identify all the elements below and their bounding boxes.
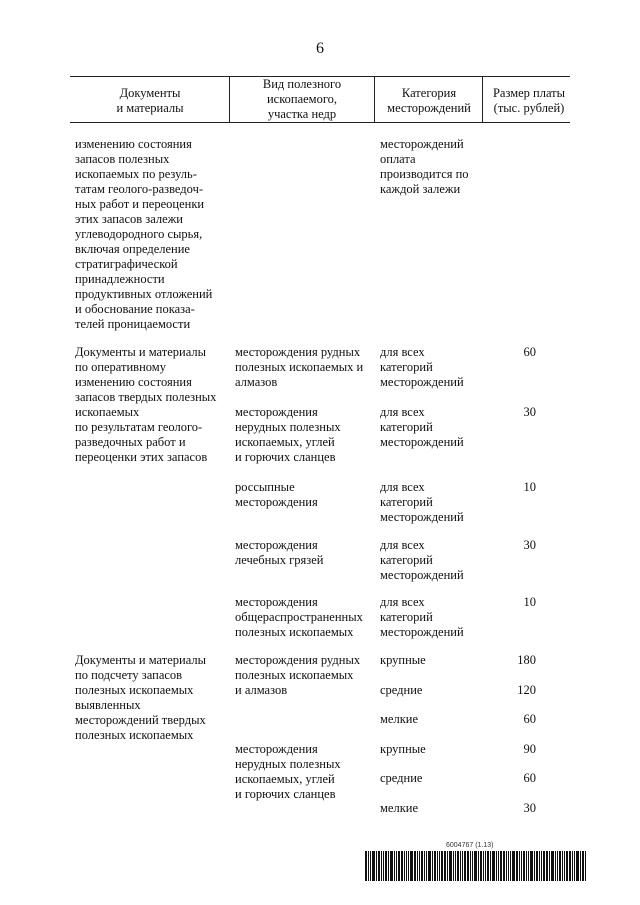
barcode-bar bbox=[546, 851, 548, 881]
barcode-bar bbox=[449, 851, 452, 881]
header-divider bbox=[229, 76, 230, 122]
barcode-bar bbox=[408, 851, 409, 881]
row-mineral-type: месторождения общераспространенных полезных ископаемых bbox=[235, 595, 363, 639]
barcode-bar bbox=[549, 851, 550, 881]
barcode-bar bbox=[541, 851, 542, 881]
barcode-bar bbox=[490, 851, 491, 881]
barcode-bar bbox=[566, 851, 568, 881]
row-category: для всех категорий месторождений bbox=[380, 538, 464, 582]
barcode-bar bbox=[559, 851, 561, 881]
barcode-bar bbox=[441, 851, 443, 881]
barcode-bar bbox=[526, 851, 527, 881]
barcode-bar bbox=[457, 851, 459, 881]
barcode-bar bbox=[555, 851, 556, 881]
barcode-bar bbox=[519, 851, 520, 881]
row-category: мелкие bbox=[380, 801, 419, 815]
barcode-bar bbox=[474, 851, 477, 881]
row-mineral-type: месторождения нерудных полезных ископаемых, углей и горючих сланцев bbox=[235, 405, 341, 464]
barcode-bar bbox=[539, 851, 540, 881]
barcode-bar bbox=[464, 851, 466, 881]
barcode-bar bbox=[498, 851, 499, 881]
row-fee: 60 bbox=[523, 771, 536, 785]
barcode-bar bbox=[398, 851, 400, 881]
barcode-bar bbox=[394, 851, 395, 881]
row-fee: 10 bbox=[523, 480, 536, 494]
barcode-bar bbox=[534, 851, 535, 881]
row-fee: 90 bbox=[523, 742, 536, 756]
barcode-bar bbox=[378, 851, 380, 881]
header-fee: Размер платы (тыс. рублей) bbox=[492, 86, 566, 115]
row-documents: Документы и материалы по подсчету запасов полезных ископаемых выявленных месторождений твердых полезных ископаемых bbox=[75, 653, 206, 742]
barcode-bar bbox=[404, 851, 405, 881]
row-category: для всех категорий месторождений bbox=[380, 345, 464, 389]
row-category: для всех категорий месторождений bbox=[380, 405, 464, 449]
barcode-bar bbox=[585, 851, 586, 881]
barcode-bar bbox=[478, 851, 479, 881]
barcode-bar bbox=[472, 851, 473, 881]
row-documents: изменению состояния запасов полезных ископаемых по резуль- татам геолого-разведоч- ных работ и переоценки этих запасов залежи углеводородного сырья, включая определение стратиграфической принадлежности продуктивных отложений и обоснование показа- телей проницаемости bbox=[75, 137, 213, 331]
barcode-bar bbox=[516, 851, 518, 881]
barcode-bar bbox=[485, 851, 486, 881]
barcode-bar bbox=[492, 851, 495, 881]
barcode-bar bbox=[385, 851, 387, 881]
barcode-bar bbox=[523, 851, 525, 881]
barcode-bar bbox=[401, 851, 403, 881]
barcode-bar bbox=[396, 851, 397, 881]
header-mineral-type: Вид полезного ископаемого, участка недр bbox=[262, 77, 342, 121]
barcode-bar bbox=[576, 851, 579, 881]
barcode-bar bbox=[521, 851, 522, 881]
barcode-bar bbox=[557, 851, 558, 881]
barcode-bar bbox=[462, 851, 463, 881]
barcode-bar bbox=[480, 851, 482, 881]
barcode-bar bbox=[447, 851, 448, 881]
barcode-image bbox=[365, 851, 590, 881]
barcode-bar bbox=[453, 851, 454, 881]
barcode-bar bbox=[444, 851, 446, 881]
row-category: крупные bbox=[380, 742, 426, 756]
row-fee: 30 bbox=[523, 538, 536, 552]
barcode-bar bbox=[510, 851, 511, 881]
barcode-bar bbox=[390, 851, 393, 881]
row-fee: 30 bbox=[523, 801, 536, 815]
row-category: для всех категорий месторождений bbox=[380, 480, 464, 524]
barcode-bar bbox=[543, 851, 545, 881]
row-fee: 10 bbox=[523, 595, 536, 609]
row-fee: 180 bbox=[517, 653, 536, 667]
barcode-bar bbox=[434, 851, 436, 881]
barcode-bar bbox=[432, 851, 433, 881]
barcode-bar bbox=[421, 851, 423, 881]
table-header-rule bbox=[70, 122, 570, 123]
barcode-bar bbox=[424, 851, 425, 881]
barcode-bar bbox=[569, 851, 571, 881]
barcode-bar bbox=[580, 851, 581, 881]
row-category: крупные bbox=[380, 653, 426, 667]
barcode-bar bbox=[562, 851, 563, 881]
barcode-number: 6004767 (1.13) bbox=[446, 842, 494, 849]
barcode-bar bbox=[572, 851, 573, 881]
barcode-bar bbox=[376, 851, 377, 881]
barcode-bar bbox=[460, 851, 461, 881]
barcode-bar bbox=[467, 851, 469, 881]
row-documents: Документы и материалы по оперативному изменению состояния запасов твердых полезных ископаемых по результатам геолого- разведочных работ и переоценки этих запасов bbox=[75, 345, 217, 464]
barcode-bar bbox=[574, 851, 575, 881]
barcode-bar bbox=[582, 851, 584, 881]
row-fee: 60 bbox=[523, 712, 536, 726]
barcode-bar bbox=[428, 851, 431, 881]
row-fee: 30 bbox=[523, 405, 536, 419]
barcode-bar bbox=[496, 851, 497, 881]
barcode-bar bbox=[506, 851, 507, 881]
barcode-bar bbox=[551, 851, 554, 881]
barcode-bar bbox=[426, 851, 427, 881]
barcode-bar bbox=[381, 851, 382, 881]
barcode-bar bbox=[417, 851, 418, 881]
row-fee: 120 bbox=[517, 683, 536, 697]
barcode-bar bbox=[370, 851, 371, 881]
barcode-bar bbox=[483, 851, 484, 881]
barcode-bar bbox=[388, 851, 389, 881]
row-mineral-type: месторождения рудных полезных ископаемых и алмазов bbox=[235, 653, 361, 697]
barcode-bar bbox=[500, 851, 502, 881]
header-divider bbox=[482, 76, 483, 122]
barcode-bar bbox=[439, 851, 440, 881]
barcode-bar bbox=[414, 851, 416, 881]
barcode-bar bbox=[372, 851, 375, 881]
barcode-bar bbox=[536, 851, 538, 881]
row-category: месторождений оплата производится по каждой залежи bbox=[380, 137, 469, 196]
barcode-bar bbox=[437, 851, 438, 881]
row-mineral-type: россыпные месторождения bbox=[235, 480, 318, 509]
row-fee: 60 bbox=[523, 345, 536, 359]
barcode-bar bbox=[528, 851, 529, 881]
barcode-bar bbox=[487, 851, 489, 881]
row-category: средние bbox=[380, 771, 423, 785]
row-mineral-type: месторождения рудных полезных ископаемых и алмазов bbox=[235, 345, 364, 389]
row-mineral-type: месторождения лечебных грязей bbox=[235, 538, 324, 567]
header-category: Категория месторождений bbox=[387, 86, 471, 115]
barcode-bar bbox=[365, 851, 367, 881]
header-documents: Документы и материалы bbox=[116, 86, 184, 115]
row-category: для всех категорий месторождений bbox=[380, 595, 464, 639]
barcode-bar bbox=[410, 851, 413, 881]
row-category: мелкие bbox=[380, 712, 419, 726]
barcode-bar bbox=[455, 851, 456, 881]
row-mineral-type: месторождения нерудных полезных ископаемых, углей и горючих сланцев bbox=[235, 742, 341, 801]
barcode-bar bbox=[383, 851, 384, 881]
row-category: средние bbox=[380, 683, 423, 697]
barcode-bar bbox=[512, 851, 515, 881]
barcode-bar bbox=[530, 851, 533, 881]
barcode-bar bbox=[406, 851, 407, 881]
barcode-bar bbox=[503, 851, 505, 881]
barcode-bar bbox=[564, 851, 565, 881]
page-number: 6 bbox=[316, 40, 324, 57]
header-divider bbox=[374, 76, 375, 122]
barcode-bar bbox=[470, 851, 471, 881]
barcode-bar bbox=[368, 851, 369, 881]
barcode-bar bbox=[419, 851, 420, 881]
barcode-bar bbox=[508, 851, 509, 881]
